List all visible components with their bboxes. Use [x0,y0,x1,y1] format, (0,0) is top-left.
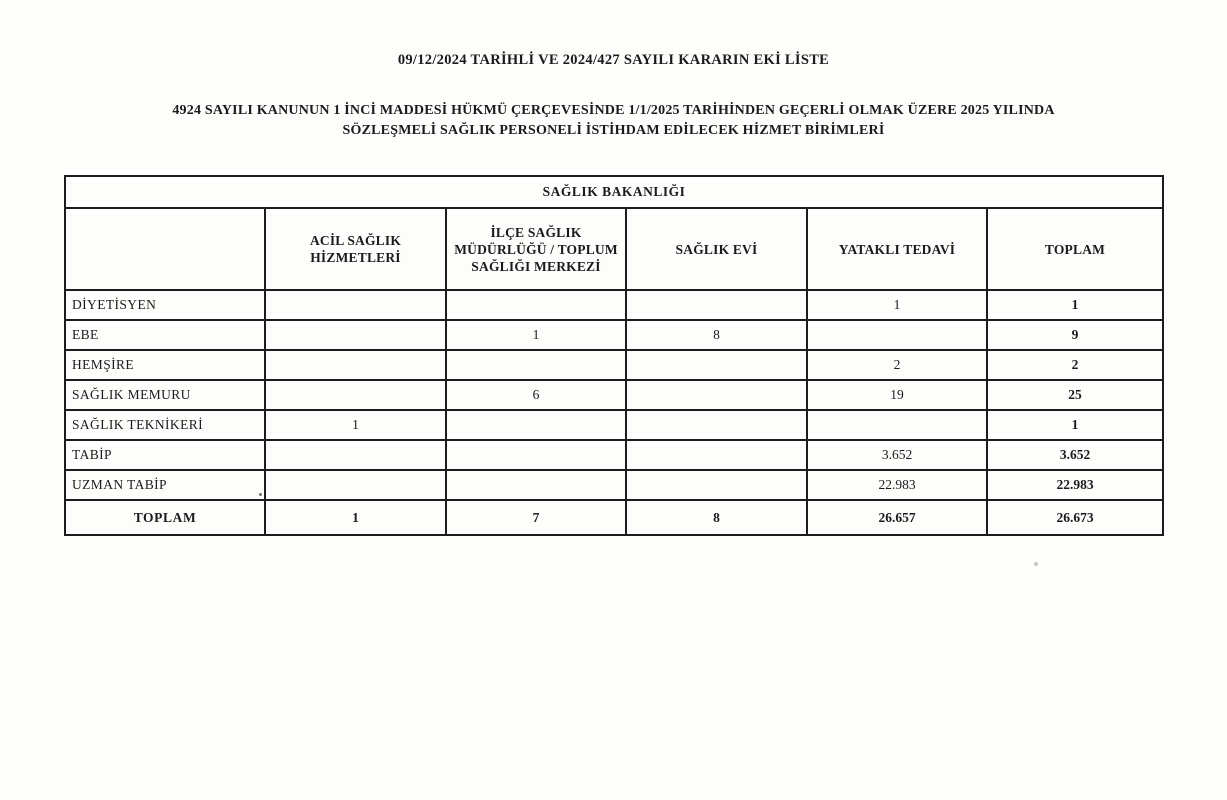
row-value [626,290,807,320]
row-value: 2 [987,350,1163,380]
document-subtitle-line-2: SÖZLEŞMELİ SAĞLIK PERSONELİ İSTİHDAM EDİLECEK HİZMET BİRİMLERİ [342,123,885,138]
row-value: 9 [987,320,1163,350]
row-label: EBE [65,320,265,350]
row-value [807,410,987,440]
row-label: SAĞLIK MEMURU [65,380,265,410]
total-row-value: 26.657 [807,500,987,535]
total-row-value: 1 [265,500,446,535]
row-value: 3.652 [987,440,1163,470]
row-label: TABİP [65,440,265,470]
row-value [626,380,807,410]
total-row-value: 26.673 [987,500,1163,535]
row-value [626,470,807,500]
table-row [65,470,1163,500]
row-value [446,410,626,440]
row-label: HEMŞİRE [65,350,265,380]
row-value [446,440,626,470]
row-value [265,470,446,500]
scan-speck [259,493,262,496]
row-value: 1 [807,290,987,320]
row-value: 1 [987,290,1163,320]
document-subtitle-line-1: 4924 SAYILI KANUNUN 1 İNCİ MADDESİ HÜKMÜ ÇERÇEVESİNDE 1/1/2025 TARİHİNDEN GEÇERLİ OLMAK ÜZERE 2025 YILINDA [172,103,1055,118]
table-row [65,380,1163,410]
table-body [65,290,1163,535]
row-value: 2 [807,350,987,380]
table-row [65,440,1163,470]
row-value: 22.983 [807,470,987,500]
row-value: 8 [626,320,807,350]
row-value [626,350,807,380]
table-row [65,290,1163,320]
row-value [265,290,446,320]
total-row-value: 8 [626,500,807,535]
row-label: SAĞLIK TEKNİKERİ [65,410,265,440]
row-value: 25 [987,380,1163,410]
row-value [807,320,987,350]
personnel-table [64,175,1164,536]
row-value: 1 [987,410,1163,440]
row-value [446,470,626,500]
table-total-row [65,500,1163,535]
row-value [265,380,446,410]
row-value: 6 [446,380,626,410]
total-row-label: TOPLAM [65,500,265,535]
column-header-yatakli-tedavi: YATAKLI TEDAVİ [807,208,987,290]
row-value [626,410,807,440]
row-value: 1 [265,410,446,440]
table-row [65,320,1163,350]
table-banner: SAĞLIK BAKANLIĞI [65,176,1163,208]
row-value [446,350,626,380]
row-value [265,350,446,380]
row-value [265,440,446,470]
table-row [65,410,1163,440]
column-header-toplam: TOPLAM [987,208,1163,290]
column-header-acil-saglik: ACİL SAĞLIK HİZMETLERİ [265,208,446,290]
row-label: DİYETİSYEN [65,290,265,320]
row-value [265,320,446,350]
document-title: 09/12/2024 TARİHLİ VE 2024/427 SAYILI KARARIN EKİ LİSTE [397,52,830,68]
row-label: UZMAN TABİP [65,470,265,500]
table-header-row [65,208,1163,290]
row-value [626,440,807,470]
row-value [446,290,626,320]
column-header-saglik-evi: SAĞLIK EVİ [626,208,807,290]
scan-speck [1034,562,1038,566]
table-banner-row [65,176,1163,208]
table-row [65,350,1163,380]
total-row-value: 7 [446,500,626,535]
row-value: 3.652 [807,440,987,470]
column-header-empty [65,208,265,290]
row-value: 22.983 [987,470,1163,500]
document-subtitle [0,101,1227,141]
column-header-ilce-saglik: İLÇE SAĞLIK MÜDÜRLÜĞÜ / TOPLUM SAĞLIĞI MERKEZİ [446,208,626,290]
row-value: 19 [807,380,987,410]
row-value: 1 [446,320,626,350]
